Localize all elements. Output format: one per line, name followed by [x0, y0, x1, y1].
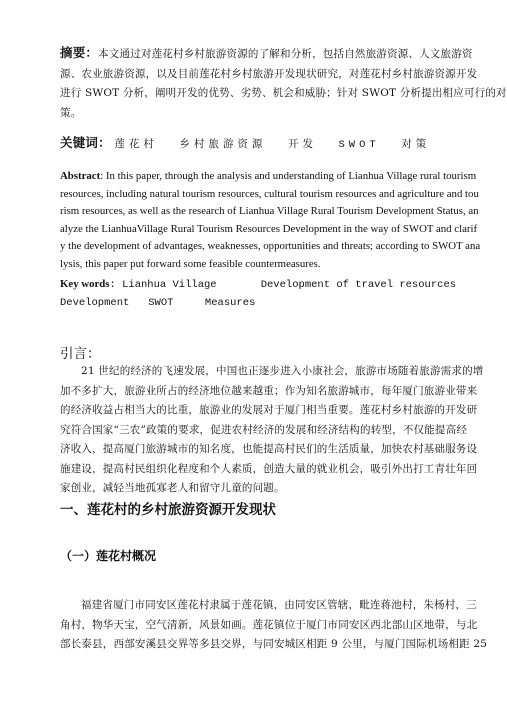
- keyword-zh-4: SWOT: [338, 139, 380, 151]
- keyword-zh-2: 乡村旅游资源: [179, 138, 267, 150]
- abstract-en-line-5: y the development of advantages, weaknesses, opportunities and threats; according to SWOT ana: [60, 240, 481, 252]
- section-1-1-line-2: 角村，物华天宝，空气清新，风景如画。莲花镇位于厦门市同安区西北部山区地带，与北: [60, 618, 478, 631]
- abstract-zh-line-4: 策。: [60, 106, 82, 119]
- abstract-en-line-6: lysis, this paper put forward some feasible countermeasures.: [60, 257, 321, 270]
- keywords-zh: [60, 133, 460, 156]
- keywords-en: [60, 275, 460, 312]
- keywords-en-line-2: Development SWOT Measures: [60, 297, 256, 309]
- keyword-zh-1: 莲花村: [114, 138, 158, 150]
- intro-line-4: 究符合国家“三农”政策的要求，促进农村经济的发展和经济结构的转型，不仅能提高经: [60, 423, 468, 436]
- intro-heading: 引言：: [60, 346, 101, 362]
- section-1-1-line-3: 部长泰县，西部安溪县交界等多县交界，与同安城区相距 9 公里，与厦门国际机场相距 25: [60, 638, 488, 650]
- intro-line-6: 施建设，提高村民组织化程度和个人素质，创造大量的就业机会，吸引外出打工青壮年回: [60, 462, 478, 475]
- abstract-zh-line-3: 进行 SWOT 分析，阐明开发的优势、劣势、机会和威胁；针对 SWOT 分析提出相应可行的对: [60, 87, 507, 99]
- abstract-en-label: Abstract: [60, 170, 101, 182]
- section-1-1-heading: （一）莲花村概况: [60, 549, 157, 563]
- abstract-zh-line-2: 源、农业旅游资源，以及目前莲花村乡村旅游开发现状研究，对莲花村乡村旅游资源开发: [60, 67, 478, 80]
- keyword-zh-5: 对策: [401, 138, 431, 150]
- abstract-zh: [60, 43, 507, 123]
- keywords-zh-label: 关键词：: [60, 135, 111, 150]
- keywords-en-line-1: Key words: Lianhua Village Development of travel resources: [60, 278, 457, 291]
- abstract-en-line-2: resources, including natural tourism resources, cultural tourism resources and agriculture and tou: [60, 187, 479, 200]
- intro-line-2: 加不多扩大，旅游业所占的经济地位越来越重；作为知名旅游城市，每年厦门旅游业带来: [60, 384, 478, 397]
- abstract-en-line-4: alyze the LianhuaVillage Rural Tourism Resources Development in the way of SWOT and clarif: [60, 222, 478, 235]
- abstract-zh-line-1: 摘要：本文通过对莲花村乡村旅游资源的了解和分析，包括自然旅游资源、人文旅游资: [60, 45, 473, 60]
- intro-line-3: 的经济收益占相当大的比重，旅游业的发展对于厦门相当重要。莲花村乡村旅游的开发研: [60, 404, 478, 416]
- section-1-1-body: [60, 596, 488, 655]
- intro-line-7: 家创业，减轻当地孤寡老人和留守儿童的问题。: [60, 482, 285, 494]
- intro-line-5: 济收入，提高厦门旅游城市的知名度，也能提高村民们的生活质量，加快农村基础服务设: [60, 443, 478, 455]
- abstract-en-line-3: rism resources, as well as the research of Lianhua Village Rural Tourism Development Status, an: [60, 205, 479, 217]
- keyword-zh-3: 开发: [287, 138, 317, 150]
- section-1-1-line-1: 福建省厦门市同安区莲花村隶属于莲花镇，由同安区管辖，毗连蒋池村，朱杨村，三: [81, 599, 477, 611]
- section-1-heading: 一、莲花村的乡村旅游资源开发现状: [60, 502, 276, 518]
- abstract-en: [60, 168, 481, 273]
- abstract-en-line-1: Abstract: In this paper, through the analysis and understanding of Lianhua Village rural tourism: [60, 170, 477, 182]
- intro-body: [60, 362, 484, 499]
- keywords-en-label: Key words: [60, 278, 110, 290]
- abstract-zh-label: 摘要：: [60, 45, 99, 60]
- intro-line-1: 21 世纪的经济的飞速发展，中国也正逐步进入小康社会，旅游市场随着旅游需求的增: [81, 365, 484, 377]
